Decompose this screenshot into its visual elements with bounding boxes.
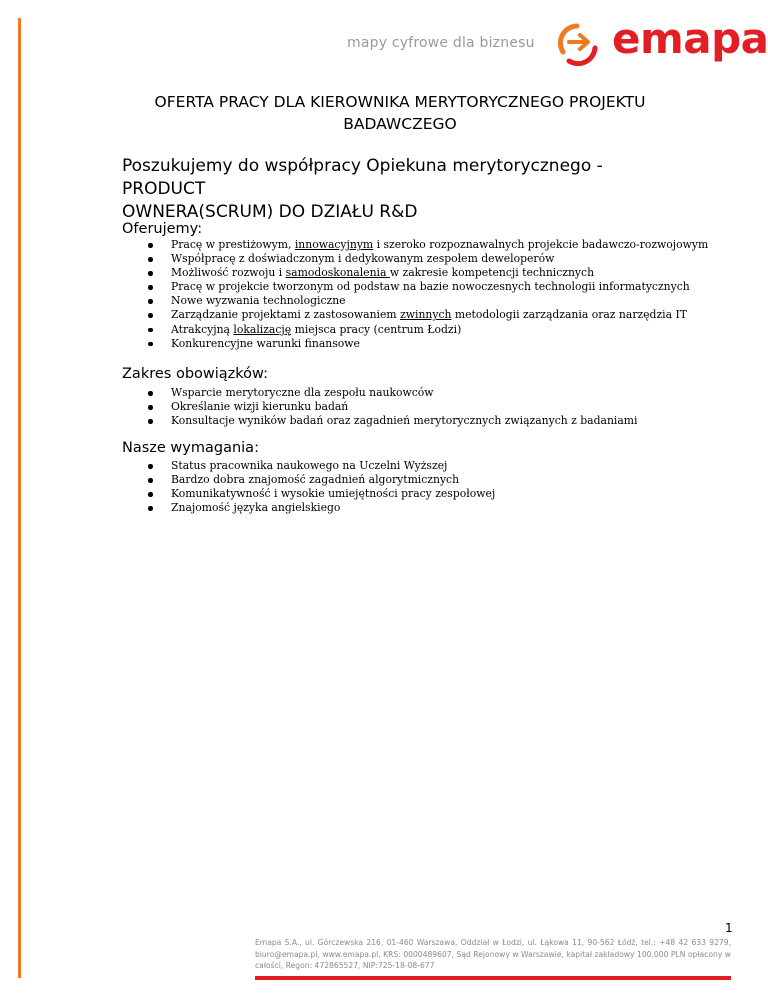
title-line-2: BADAWCZEGO [343,115,457,133]
list-item: Atrakcyjną lokalizację miejsca pracy (centrum Łodzi) [147,323,708,337]
list-item: Konkurencyjne warunki finansowe [147,337,708,351]
list-item: Komunikatywność i wysokie umiejętności pracy zespołowej [147,487,495,501]
subtitle-line-2: OWNERA(SCRUM) DO DZIAŁU R&D [122,202,418,222]
page-number: 1 [725,921,733,935]
list-item: Zarządzanie projektami z zastosowaniem zwinnych metodologii zarządzania oraz narzędzia IT [147,308,708,322]
title-line-1: OFERTA PRACY DLA KIEROWNIKA MERYTORYCZNEGO PROJEKTU [154,93,646,111]
list-item: Wsparcie merytoryczne dla zespołu naukowców [147,386,638,400]
list-item: Określanie wizji kierunku badań [147,400,638,414]
duties-heading: Zakres obowiązków: [122,366,268,382]
left-accent-bar [18,18,21,978]
offer-heading: Oferujemy: [122,221,203,237]
list-item: Konsultacje wyników badań oraz zagadnień merytorycznych związanych z badaniami [147,414,638,428]
list-item: Pracę w projekcie tworzonym od podstaw na bazie nowoczesnych technologii informatycznych [147,280,708,294]
offer-list [147,238,708,351]
list-item: Pracę w prestiżowym, innowacyjnym i szeroko rozpoznawalnych projekcie badawczo-rozwojowym [147,238,708,252]
logo-wordmark: emapa [612,14,768,63]
document-subtitle [122,155,682,224]
document-title [150,91,650,135]
duties-list [147,386,638,428]
list-item: Nowe wyzwania technologiczne [147,294,708,308]
requirements-list [147,459,495,515]
list-item: Współpracę z doświadczonym i dedykowanym zespołem deweloperów [147,252,708,266]
list-item: Status pracownika naukowego na Uczelni Wyższej [147,459,495,473]
subtitle-line-1: Poszukujemy do współpracy Opiekuna merytorycznego - PRODUCT [122,156,603,199]
footer-accent-bar [255,976,731,980]
list-item: Możliwość rozwoju i samodoskonalenia w zakresie kompetencji technicznych [147,266,708,280]
requirements-heading: Nasze wymagania: [122,440,259,456]
list-item: Znajomość języka angielskiego [147,501,495,515]
list-item: Bardzo dobra znajomość zagadnień algorytmicznych [147,473,495,487]
header-tagline: mapy cyfrowe dla biznesu [347,35,535,51]
footer-company-info: Emapa S.A., ul. Górczewska 216, 01-460 Warszawa, Oddział w Łodzi, ul. Łąkowa 11, 90-562 Łódź, tel.: +48 42 633 9279, biuro@emapa.pl, www.emapa.pl, KRS: 0000489607, Sąd Rejonowy w Warszawie, kapitał zakładowy 100.000 PLN opłacony w całości, Regon: 472865527, NIP:725-18-08-677 [255,938,731,970]
